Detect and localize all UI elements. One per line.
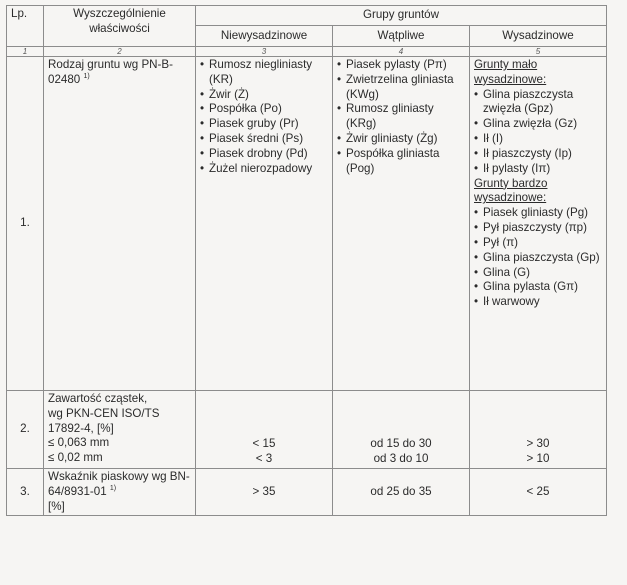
column-number: 4	[333, 47, 470, 57]
list-item: • Pospółka gliniasta (Pog)	[337, 147, 465, 177]
list-item: • Piasek drobny (Pd)	[200, 147, 328, 162]
soil-groups-table-frame	[6, 5, 607, 516]
footnote-marker: 1)	[109, 484, 117, 492]
value: < 3	[255, 452, 273, 465]
list-item: • Glina piaszczysta (Gp)	[474, 251, 602, 266]
list-item: • Glina piaszczysta zwięzła (Gpz)	[474, 88, 602, 118]
list-item: • Pospółka (Po)	[200, 102, 328, 117]
wysadzinowe-cell	[470, 391, 607, 469]
niewysadzinowe-cell	[196, 57, 333, 391]
property-unit: [%]	[48, 499, 65, 513]
table-row	[7, 469, 607, 516]
niewysadzinowe-cell	[196, 391, 333, 469]
list-item: • Piasek gruby (Pr)	[200, 117, 328, 132]
soil-groups-table	[6, 5, 607, 516]
property-line: Zawartość cząstek,	[48, 392, 148, 405]
column-number: 3	[196, 47, 333, 57]
wysadzinowe-cell	[470, 57, 607, 391]
column-number-row	[7, 47, 607, 57]
subheading-malo-wysadzinowe: Grunty mało wysadzinowe:	[474, 58, 547, 86]
property-line: ≤ 0,02 mm	[48, 451, 103, 465]
list-item: • Żużel nierozpadowy	[200, 162, 328, 177]
value: od 3 do 10	[373, 452, 429, 465]
list-item: • Ił pylasty (Iπ)	[474, 162, 602, 177]
row-number: 3.	[7, 469, 44, 516]
header-property: Wyszczególnienie właściwości	[44, 6, 196, 47]
header-group-watpliwe: Wątpliwe	[333, 26, 470, 47]
list-item: • Pył (π)	[474, 236, 602, 251]
list-item: • Ił piaszczysty (Ip)	[474, 147, 602, 162]
value: > 30	[526, 437, 550, 450]
column-number: 1	[7, 47, 44, 57]
watpliwe-cell	[333, 391, 470, 469]
property-text: Wskaźnik piaskowy wg BN-64/8931-01	[48, 470, 190, 498]
property-line: wg PKN-CEN ISO/TS	[48, 406, 160, 420]
property-cell	[44, 57, 196, 391]
table-row	[7, 391, 607, 469]
subheading-bardzo-wysadzinowe: Grunty bardzo wysadzinowe:	[474, 176, 548, 205]
header-row-1	[7, 6, 607, 26]
list-item: • Zwietrzelina gliniasta (KWg)	[337, 73, 465, 103]
row-number: 2.	[7, 391, 44, 469]
header-lp: Lp.	[7, 6, 44, 47]
watpliwe-cell	[333, 57, 470, 391]
list-item: • Glina (G)	[474, 266, 602, 281]
value: > 10	[526, 452, 550, 465]
list-item: • Ił warwowy	[474, 295, 602, 310]
column-number: 2	[44, 47, 196, 57]
list-item: • Żwir (Ż)	[200, 88, 328, 103]
list-item: • Piasek średni (Ps)	[200, 132, 328, 147]
list-item: • Glina pylasta (Gπ)	[474, 280, 602, 295]
property-cell	[44, 469, 196, 516]
niewysadzinowe-cell: > 35	[196, 469, 333, 516]
value: < 15	[252, 437, 276, 450]
list-item: • Rumosz niegliniasty (KR)	[200, 58, 328, 88]
list-item: • Glina zwięzła (Gz)	[474, 117, 602, 132]
property-text: Rodzaj gruntu wg PN-B-02480	[48, 58, 174, 86]
list-item: • Rumosz gliniasty (KRg)	[337, 102, 465, 132]
header-group-niewysadzinowe: Niewysadzinowe	[196, 26, 333, 47]
list-item: • Piasek gliniasty (Pg)	[474, 206, 602, 221]
list-item: • Żwir gliniasty (Żg)	[337, 132, 465, 147]
property-line: 17892-4, [%]	[48, 421, 114, 435]
wysadzinowe-cell: < 25	[470, 469, 607, 516]
list-item: • Piasek pylasty (Pπ)	[337, 58, 465, 73]
watpliwe-cell: od 25 do 35	[333, 469, 470, 516]
header-groups-title: Grupy gruntów	[196, 6, 607, 26]
list-item: • Pył piaszczysty (πp)	[474, 221, 602, 236]
list-item: • Ił (I)	[474, 132, 602, 147]
property-line: ≤ 0,063 mm	[48, 436, 110, 450]
property-cell	[44, 391, 196, 469]
value: od 15 do 30	[370, 437, 432, 450]
header-group-wysadzinowe: Wysadzinowe	[470, 26, 607, 47]
row-number: 1.	[7, 57, 44, 391]
footnote-marker: 1)	[83, 72, 90, 80]
table-row	[7, 57, 607, 391]
column-number: 5	[470, 47, 607, 57]
